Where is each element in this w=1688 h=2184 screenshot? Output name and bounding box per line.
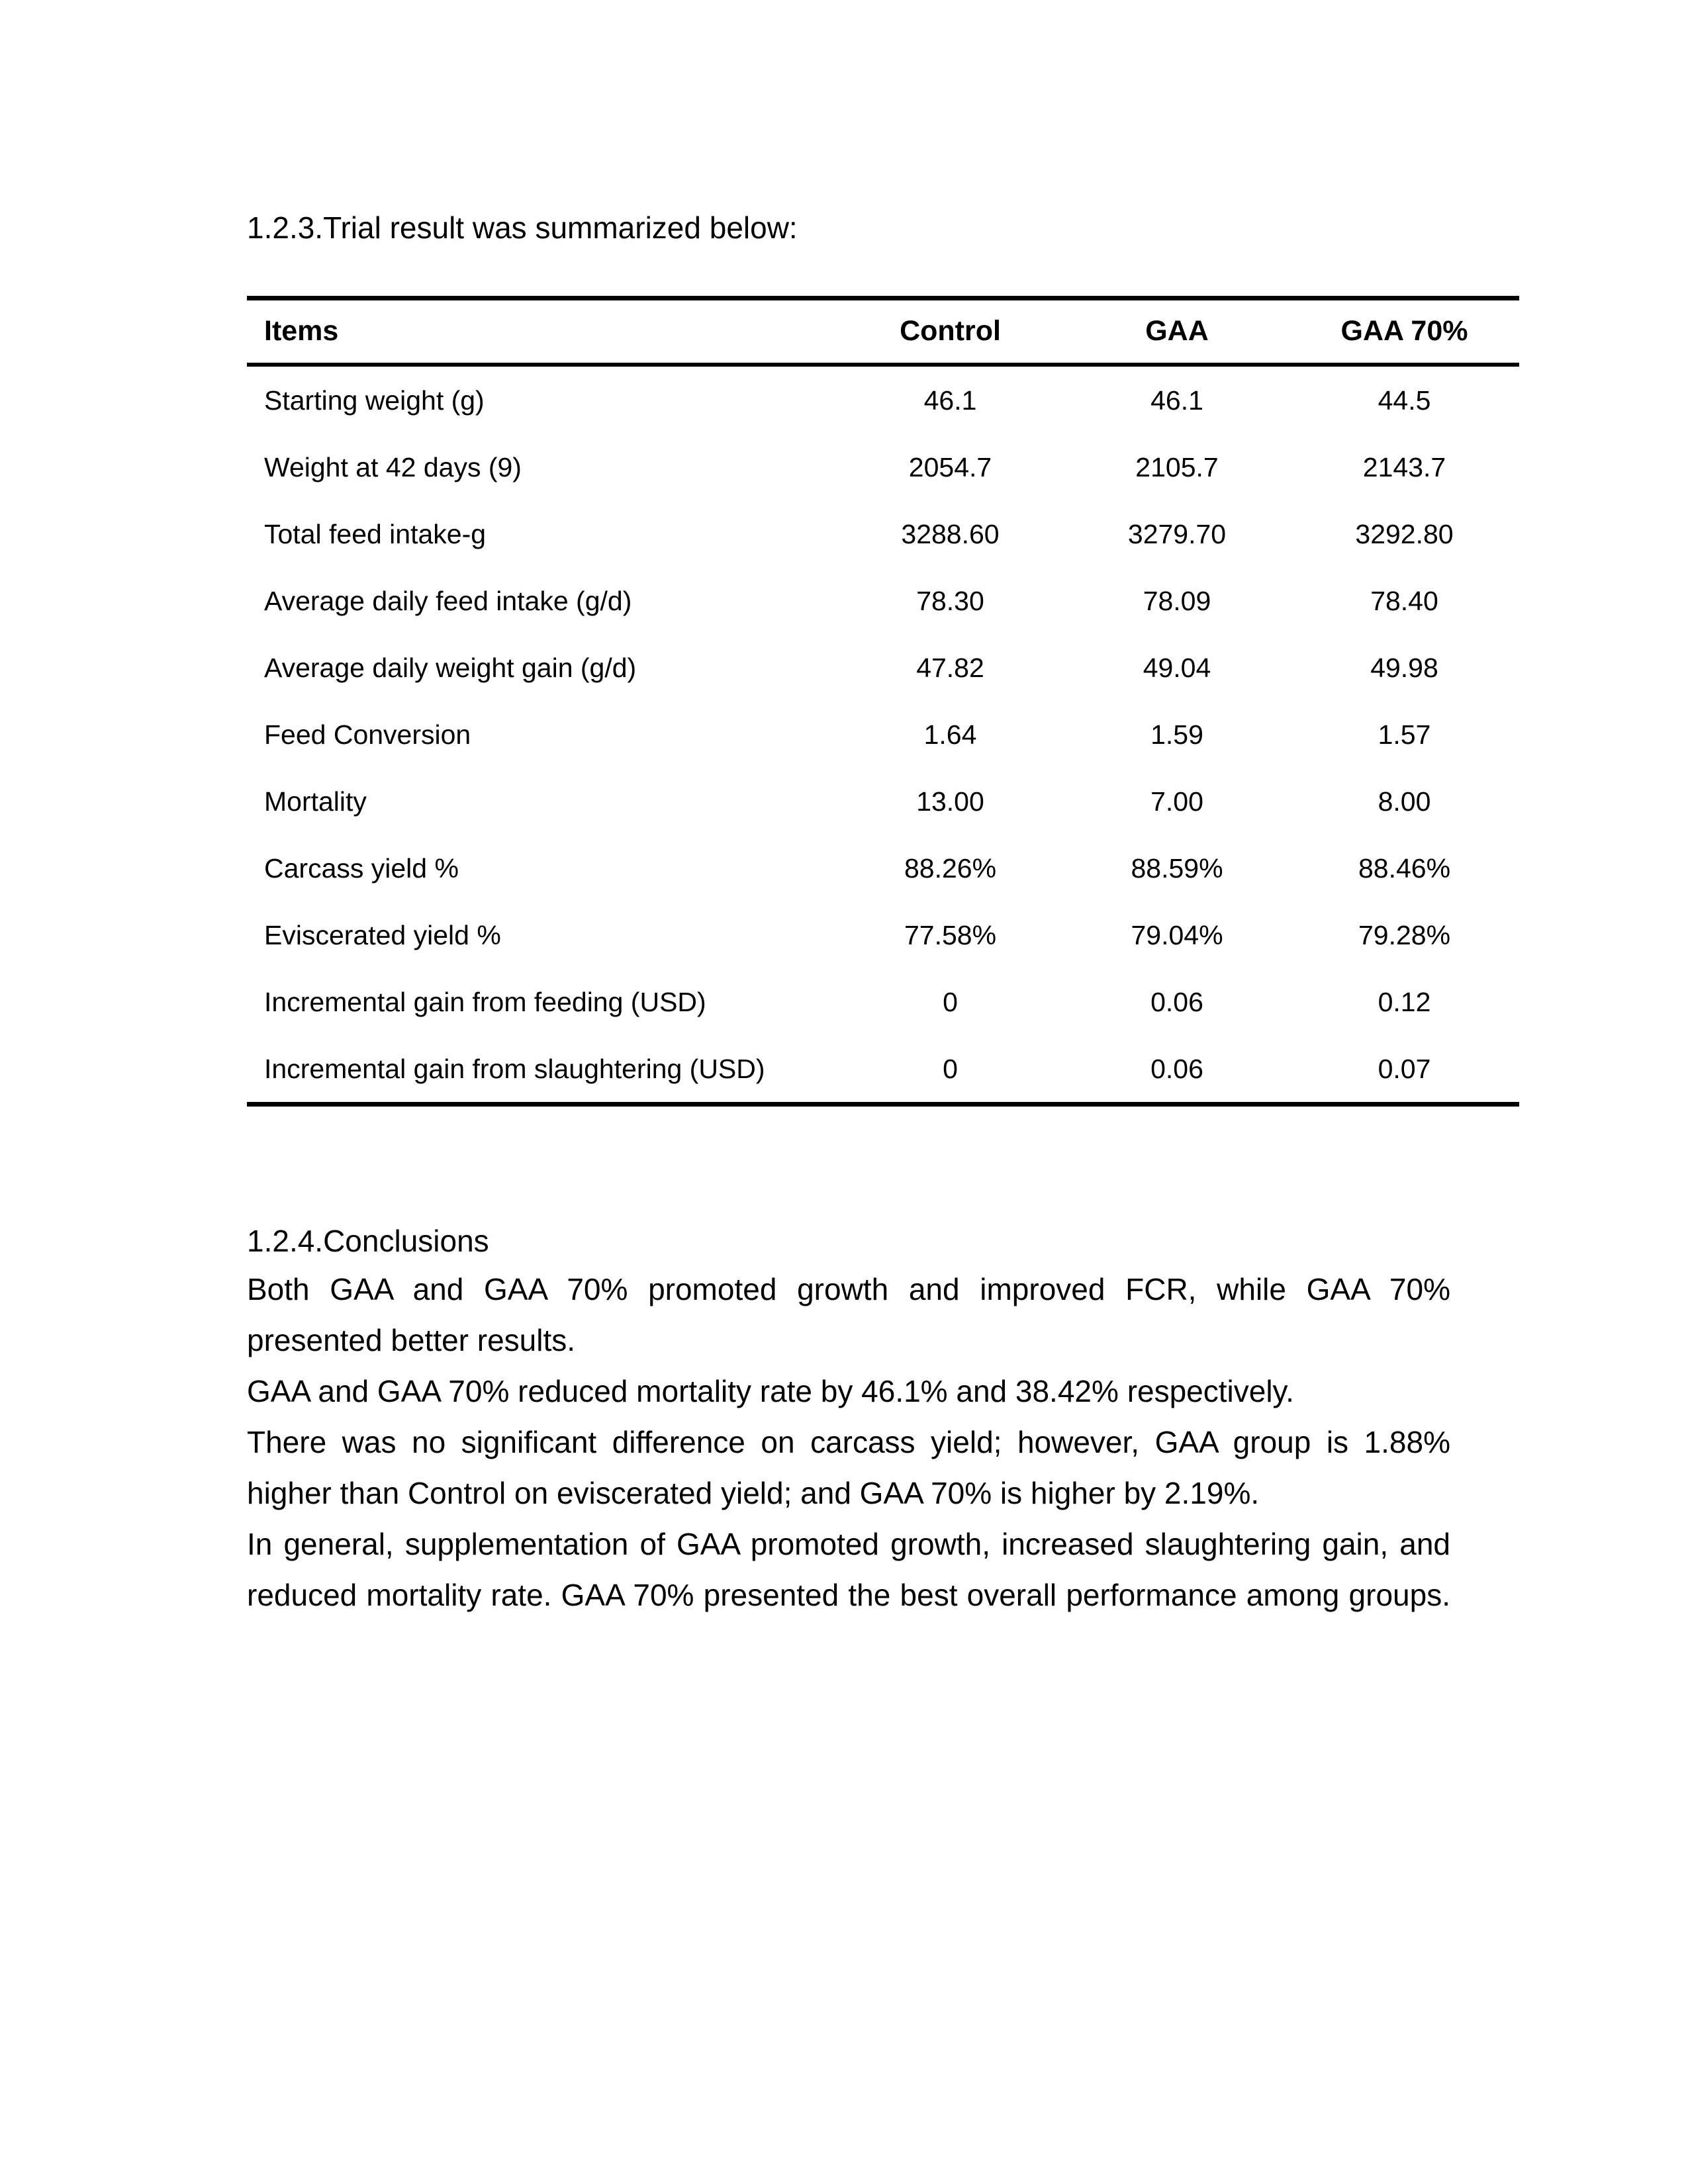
cell-control: 47.82 [916,653,984,683]
cell-gaa70: 44.5 [1378,385,1431,416]
cell-control: 46.1 [923,385,977,416]
cell-control: 0 [836,1035,1064,1105]
column-header-gaa: GAA [1064,298,1289,365]
cell-gaa70: 88.46% [1358,853,1451,884]
cell-control: 13.00 [916,786,984,817]
cell-gaa: 0.06 [1150,987,1203,1017]
row-label: Eviscerated yield % [264,920,501,950]
row-label: Incremental gain from feeding (USD) [264,987,706,1017]
trial-results-table [247,296,1519,1107]
column-header-control: Control [836,298,1064,365]
cell-gaa: 0.06 [1064,1035,1289,1105]
cell-control: 2054.7 [908,452,992,482]
table-row [247,835,1519,901]
cell-gaa70: 2143.7 [1362,452,1446,482]
column-header-items: Items [247,298,836,365]
cell-gaa: 78.09 [1143,586,1211,616]
cell-gaa: 2105.7 [1135,452,1219,482]
row-label: Average daily weight gain (g/d) [264,653,637,683]
table-row [247,901,1519,968]
cell-gaa: 3279.70 [1127,519,1227,549]
table-body [247,365,1519,1105]
conclusion-paragraph-growth: Both GAA and GAA 70% promoted growth and improved FCR, while GAA 70% presented better results. [247,1272,1450,1357]
row-label: Feed Conversion [264,719,471,750]
table-row [247,768,1519,835]
cell-gaa: 88.59% [1131,853,1223,884]
cell-control: 77.58% [904,920,997,950]
column-header-gaa70: GAA 70% [1289,298,1519,365]
table-row [247,701,1519,768]
cell-gaa: 7.00 [1150,786,1203,817]
cell-control: 78.30 [916,586,984,616]
cell-gaa: 46.1 [1150,385,1203,416]
table-row [247,365,1519,433]
row-label: Average daily feed intake (g/d) [264,586,632,616]
row-label: Starting weight (g) [264,385,485,416]
cell-gaa70: 1.57 [1378,719,1431,750]
cell-gaa70: 0.12 [1378,987,1431,1017]
cell-gaa70: 3292.80 [1355,519,1454,549]
row-label: Incremental gain from slaughtering (USD) [247,1035,836,1105]
row-label: Weight at 42 days (9) [264,452,522,482]
row-label: Total feed intake-g [264,519,487,549]
table-row [247,433,1519,500]
table-row [247,567,1519,634]
table-row [247,634,1519,701]
cell-gaa70: 8.00 [1378,786,1431,817]
table-row [247,1035,1519,1105]
trial-results-table-container [247,296,1519,1107]
table-row [247,968,1519,1035]
table-header [247,298,1519,365]
heading-trial-result: 1.2.3.Trial result was summarized below: [247,210,798,245]
cell-control: 3288.60 [901,519,1000,549]
cell-control: 0 [943,987,958,1017]
row-label: Carcass yield % [264,853,459,884]
cell-control: 88.26% [904,853,997,884]
cell-gaa70: 78.40 [1370,586,1438,616]
conclusion-paragraph-yield: There was no significant difference on carcass yield; however, GAA group is 1.88% higher than Control on eviscerated yield; and GAA 70% is higher by 2.19%. [247,1425,1450,1510]
cell-gaa70: 0.07 [1289,1035,1519,1105]
cell-gaa: 79.04% [1131,920,1223,950]
table-row [247,500,1519,567]
table-header-row [247,298,1519,365]
row-label: Mortality [264,786,367,817]
cell-gaa70: 49.98 [1370,653,1438,683]
cell-control: 1.64 [923,719,977,750]
cell-gaa: 49.04 [1143,653,1211,683]
conclusions-section [247,1222,1450,1672]
heading-conclusions: 1.2.4.Conclusions [247,1224,489,1258]
cell-gaa: 1.59 [1150,719,1203,750]
conclusion-paragraph-mortality: GAA and GAA 70% reduced mortality rate by 46.1% and 38.42% respectively. [247,1374,1294,1408]
conclusion-paragraph-summary: In general, supplementation of GAA promoted growth, increased slaughtering gain, and reduced mortality rate. GAA 70% presented the best overall performance among groups. [247,1527,1450,1612]
cell-gaa70: 79.28% [1358,920,1451,950]
